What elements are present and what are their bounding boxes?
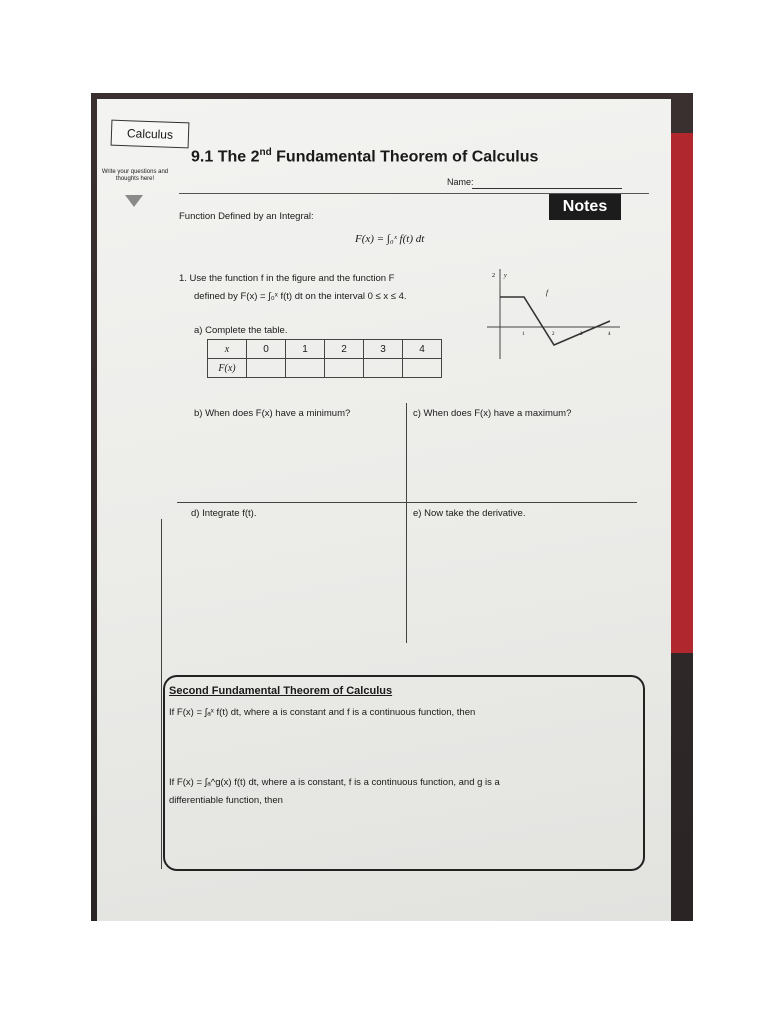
table-cell-x2: 2 [325, 340, 364, 359]
graph-y-label: y [504, 273, 507, 279]
title-main: 9.1 The 2 [191, 148, 260, 166]
table-row-x [208, 340, 442, 359]
table-row-f [208, 359, 442, 378]
worksheet [97, 99, 671, 921]
title-rest: Fundamental Theorem of Calculus [271, 148, 539, 166]
problem1-line2: defined by F(x) = ∫₀ˣ f(t) dt on the interval 0 ≤ x ≤ 4. [194, 291, 407, 302]
graph-x-tick-3: 3 [580, 332, 583, 337]
part-d-label: d) Integrate f(t). [191, 508, 257, 519]
ftc-box [163, 675, 645, 871]
function-graph [482, 267, 622, 362]
intro-heading: Function Defined by an Integral: [179, 211, 314, 222]
column-divider [406, 403, 407, 643]
name-line [472, 188, 622, 189]
table-header-f: F(x) [208, 359, 247, 378]
table-cell-f3[interactable] [364, 359, 403, 378]
intro-formula: F(x) = ∫₀ˣ f(t) dt [355, 233, 425, 245]
row-divider [177, 502, 637, 503]
table-cell-x0: 0 [247, 340, 286, 359]
ftc-line1: If F(x) = ∫ₐˣ f(t) dt, where a is constant and f is a continuous function, then [169, 707, 476, 718]
graph-f-label: f [546, 289, 548, 297]
table-cell-x1: 1 [286, 340, 325, 359]
part-b-label: b) When does F(x) have a minimum? [194, 408, 351, 419]
values-table [207, 339, 442, 378]
table-cell-f4[interactable] [403, 359, 442, 378]
page-title [191, 147, 538, 166]
part-e-label: e) Now take the derivative. [413, 508, 526, 519]
table-cell-f0[interactable] [247, 359, 286, 378]
course-tab: Calculus [111, 120, 190, 149]
table-cell-f1[interactable] [286, 359, 325, 378]
graph-y-tick: 2 [492, 273, 495, 279]
graph-x-tick-1: 1 [522, 332, 525, 337]
table-cell-x4: 4 [403, 340, 442, 359]
graph-x-tick-2: 2 [552, 332, 555, 337]
table-cell-x3: 3 [364, 340, 403, 359]
ftc-line3: differentiable function, then [169, 795, 283, 806]
down-arrow-icon [125, 195, 143, 207]
table-header-x: x [208, 340, 247, 359]
sidenote: Write your questions and thoughts here! [101, 169, 169, 182]
problem1-line1: 1. Use the function f in the figure and the function F [179, 273, 395, 284]
graph-f-line [500, 297, 610, 345]
notes-badge: Notes [549, 194, 621, 220]
name-label: Name: [447, 177, 474, 187]
title-superscript: nd [259, 147, 272, 158]
part-c-label: c) When does F(x) have a maximum? [413, 408, 572, 419]
ftc-heading: Second Fundamental Theorem of Calculus [169, 685, 393, 697]
part-a-label: a) Complete the table. [194, 325, 288, 336]
margin-rule [161, 519, 162, 869]
table-cell-f2[interactable] [325, 359, 364, 378]
photo-frame [91, 93, 693, 921]
ftc-line2: If F(x) = ∫ₐ^g(x) f(t) dt, where a is constant, f is a continuous function, and g is a [169, 777, 500, 788]
graph-x-tick-4: 4 [608, 332, 611, 337]
